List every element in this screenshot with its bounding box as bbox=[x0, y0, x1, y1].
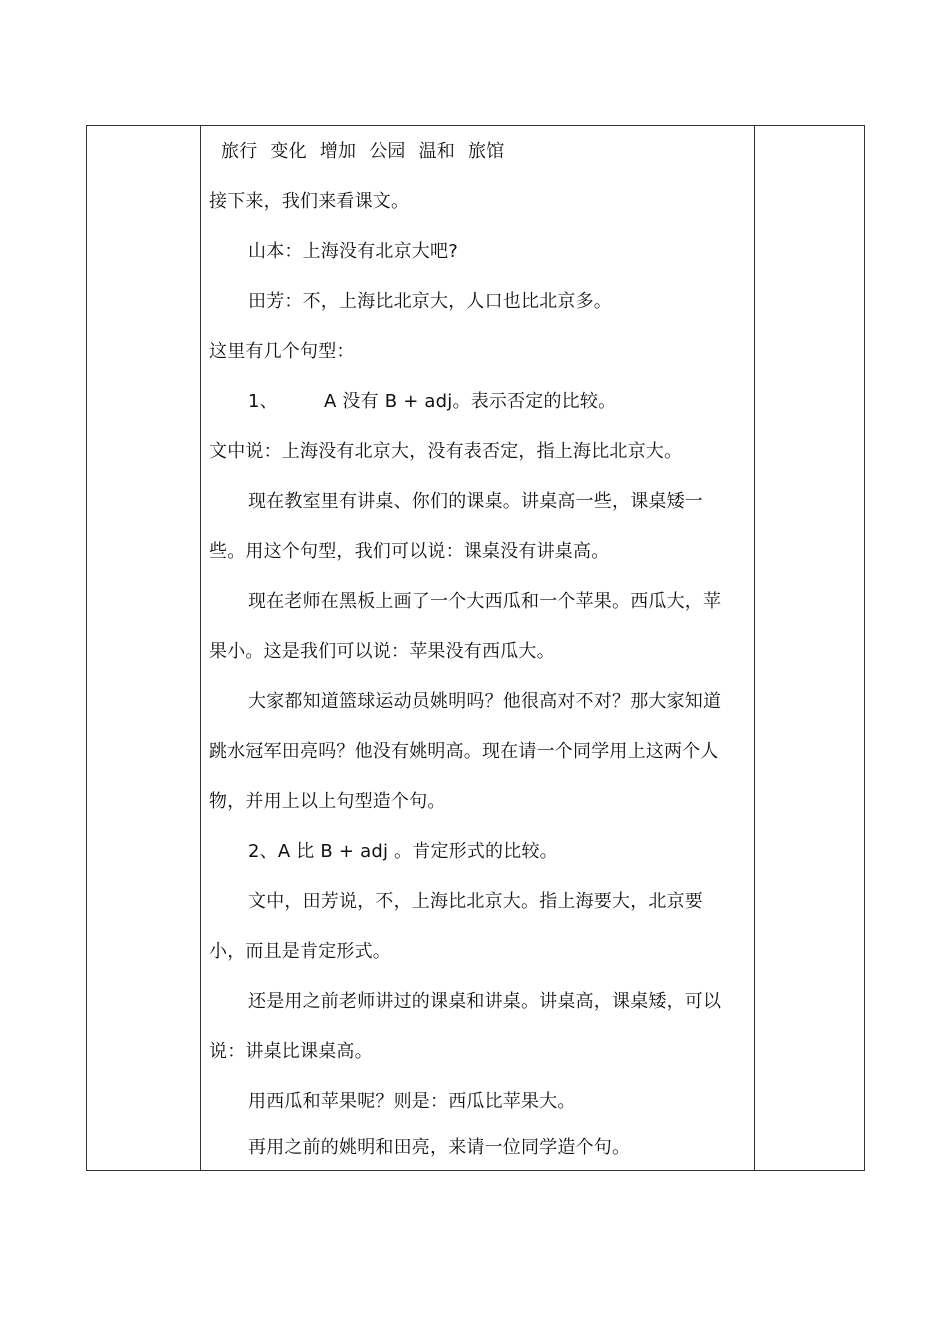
lesson-table bbox=[86, 125, 865, 1171]
text-line: 这里有几个句型： bbox=[209, 341, 355, 362]
right-column-cell bbox=[755, 126, 864, 1170]
pattern-number: 1、 bbox=[248, 391, 278, 412]
text-line: 用西瓜和苹果呢？则是：西瓜比苹果大。 bbox=[248, 1091, 576, 1112]
pattern-line bbox=[201, 389, 754, 415]
text-line: 物，并用上以上句型造个句。 bbox=[209, 791, 446, 812]
text-line: 说：讲桌比课桌高。 bbox=[209, 1041, 373, 1062]
dialogue-line: 山本：上海没有北京大吧? bbox=[248, 241, 458, 262]
text-line: 还是用之前老师讲过的课桌和讲桌。讲桌高，课桌矮，可以 bbox=[248, 991, 722, 1012]
text-line: 文中，田芳说，不，上海比北京大。指上海要大，北京要 bbox=[248, 891, 703, 912]
pattern-line: 2、A 比 B + adj 。肯定形式的比较。 bbox=[248, 841, 558, 862]
content-cell bbox=[201, 126, 755, 1170]
text-line: 接下来，我们来看课文。 bbox=[209, 191, 410, 212]
left-column-cell bbox=[87, 126, 201, 1170]
text-line: 文中说：上海没有北京大，没有表否定，指上海比北京大。 bbox=[209, 441, 683, 462]
text-line: 些。用这个句型，我们可以说：课桌没有讲桌高。 bbox=[209, 541, 610, 562]
text-line: 再用之前的姚明和田亮，来请一位同学造个句。 bbox=[248, 1137, 631, 1158]
vocab-word: 增加 bbox=[319, 141, 357, 162]
text-line: 大家都知道篮球运动员姚明吗？他很高对不对？那大家知道 bbox=[248, 691, 722, 712]
text-line: 现在教室里有讲桌、你们的课桌。讲桌高一些，课桌矮一 bbox=[248, 491, 703, 512]
text-line: 果小。这是我们可以说：苹果没有西瓜大。 bbox=[209, 641, 555, 662]
vocab-word: 变化 bbox=[270, 141, 307, 162]
pattern-text: A 没有 B + adj。表示否定的比较。 bbox=[324, 391, 617, 412]
text-line: 小，而且是肯定形式。 bbox=[209, 941, 391, 962]
vocab-word: 公园 bbox=[369, 141, 406, 162]
dialogue-line: 田芳：不，上海比北京大，人口也比北京多。 bbox=[248, 291, 612, 312]
vocab-word: 旅馆 bbox=[468, 141, 505, 162]
text-line: 跳水冠军田亮吗？他没有姚明高。现在请一个同学用上这两个人 bbox=[209, 741, 719, 762]
vocab-word: 温和 bbox=[418, 141, 456, 162]
vocab-word: 旅行 bbox=[221, 141, 258, 162]
vocabulary-line bbox=[201, 139, 754, 165]
text-line: 现在老师在黑板上画了一个大西瓜和一个苹果。西瓜大，苹 bbox=[248, 591, 722, 612]
